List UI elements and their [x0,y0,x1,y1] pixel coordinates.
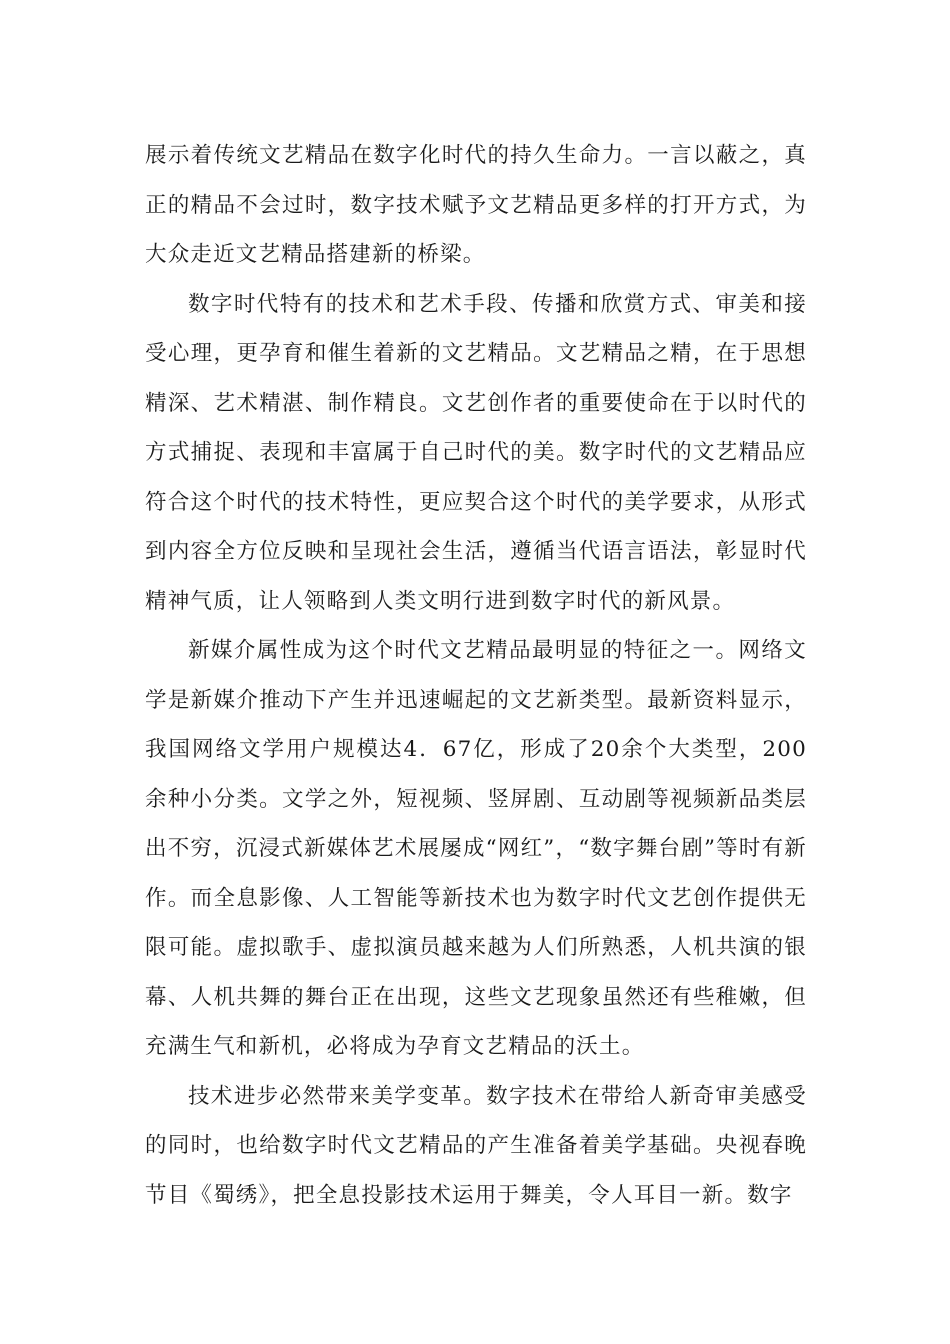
paragraph-continuation: 展示着传统文艺精品在数字化时代的持久生命力。一言以蔽之，真正的精品不会过时，数字技术赋予文艺精品更多样的打开方式，为大众走近文艺精品搭建新的桥梁。 [145,143,807,267]
body-text [145,131,807,1220]
paragraph-tech-aesthetics: 技术进步必然带来美学变革。数字技术在带给人新奇审美感受的同时，也给数字时代文艺精品的产生准备着美学基础。央视春晚节目《蜀绣》，把全息投影技术运用于舞美，令人耳目一新。数字 [145,1083,807,1208]
paragraph-new-media: 新媒介属性成为这个时代文艺精品最明显的特征之一。网络文学是新媒介推动下产生并迅速崛起的文艺新类型。最新资料显示，我国网络文学用户规模达4．67亿，形成了20余个大类型，200余种小分类。文学之外，短视频、竖屏剧、互动剧等视频新品类层出不穷，沉浸式新媒体艺术展屡成“网红”，“数字舞台剧”等时有新作。而全息影像、人工智能等新技术也为数字时代文艺创作提供无限可能。虚拟歌手、虚拟演员越来越为人们所熟悉，人机共演的银幕、人机共舞的舞台正在出现，这些文艺现象虽然还有些稚嫩，但充满生气和新机，必将成为孕育文艺精品的沃土。 [145,638,807,1059]
paragraph-digital-era: 数字时代特有的技术和艺术手段、传播和欣赏方式、审美和接受心理，更孕育和催生着新的文艺精品。文艺精品之精，在于思想精深、艺术精湛、制作精良。文艺创作者的重要使命在于以时代的方式捕捉、表现和丰富属于自己时代的美。数字时代的文艺精品应符合这个时代的技术特性，更应契合这个时代的美学要求，从形式到内容全方位反映和呈现社会生活，遵循当代语言语法，彰显时代精神气质，让人领略到人类文明行进到数字时代的新风景。 [145,291,807,614]
